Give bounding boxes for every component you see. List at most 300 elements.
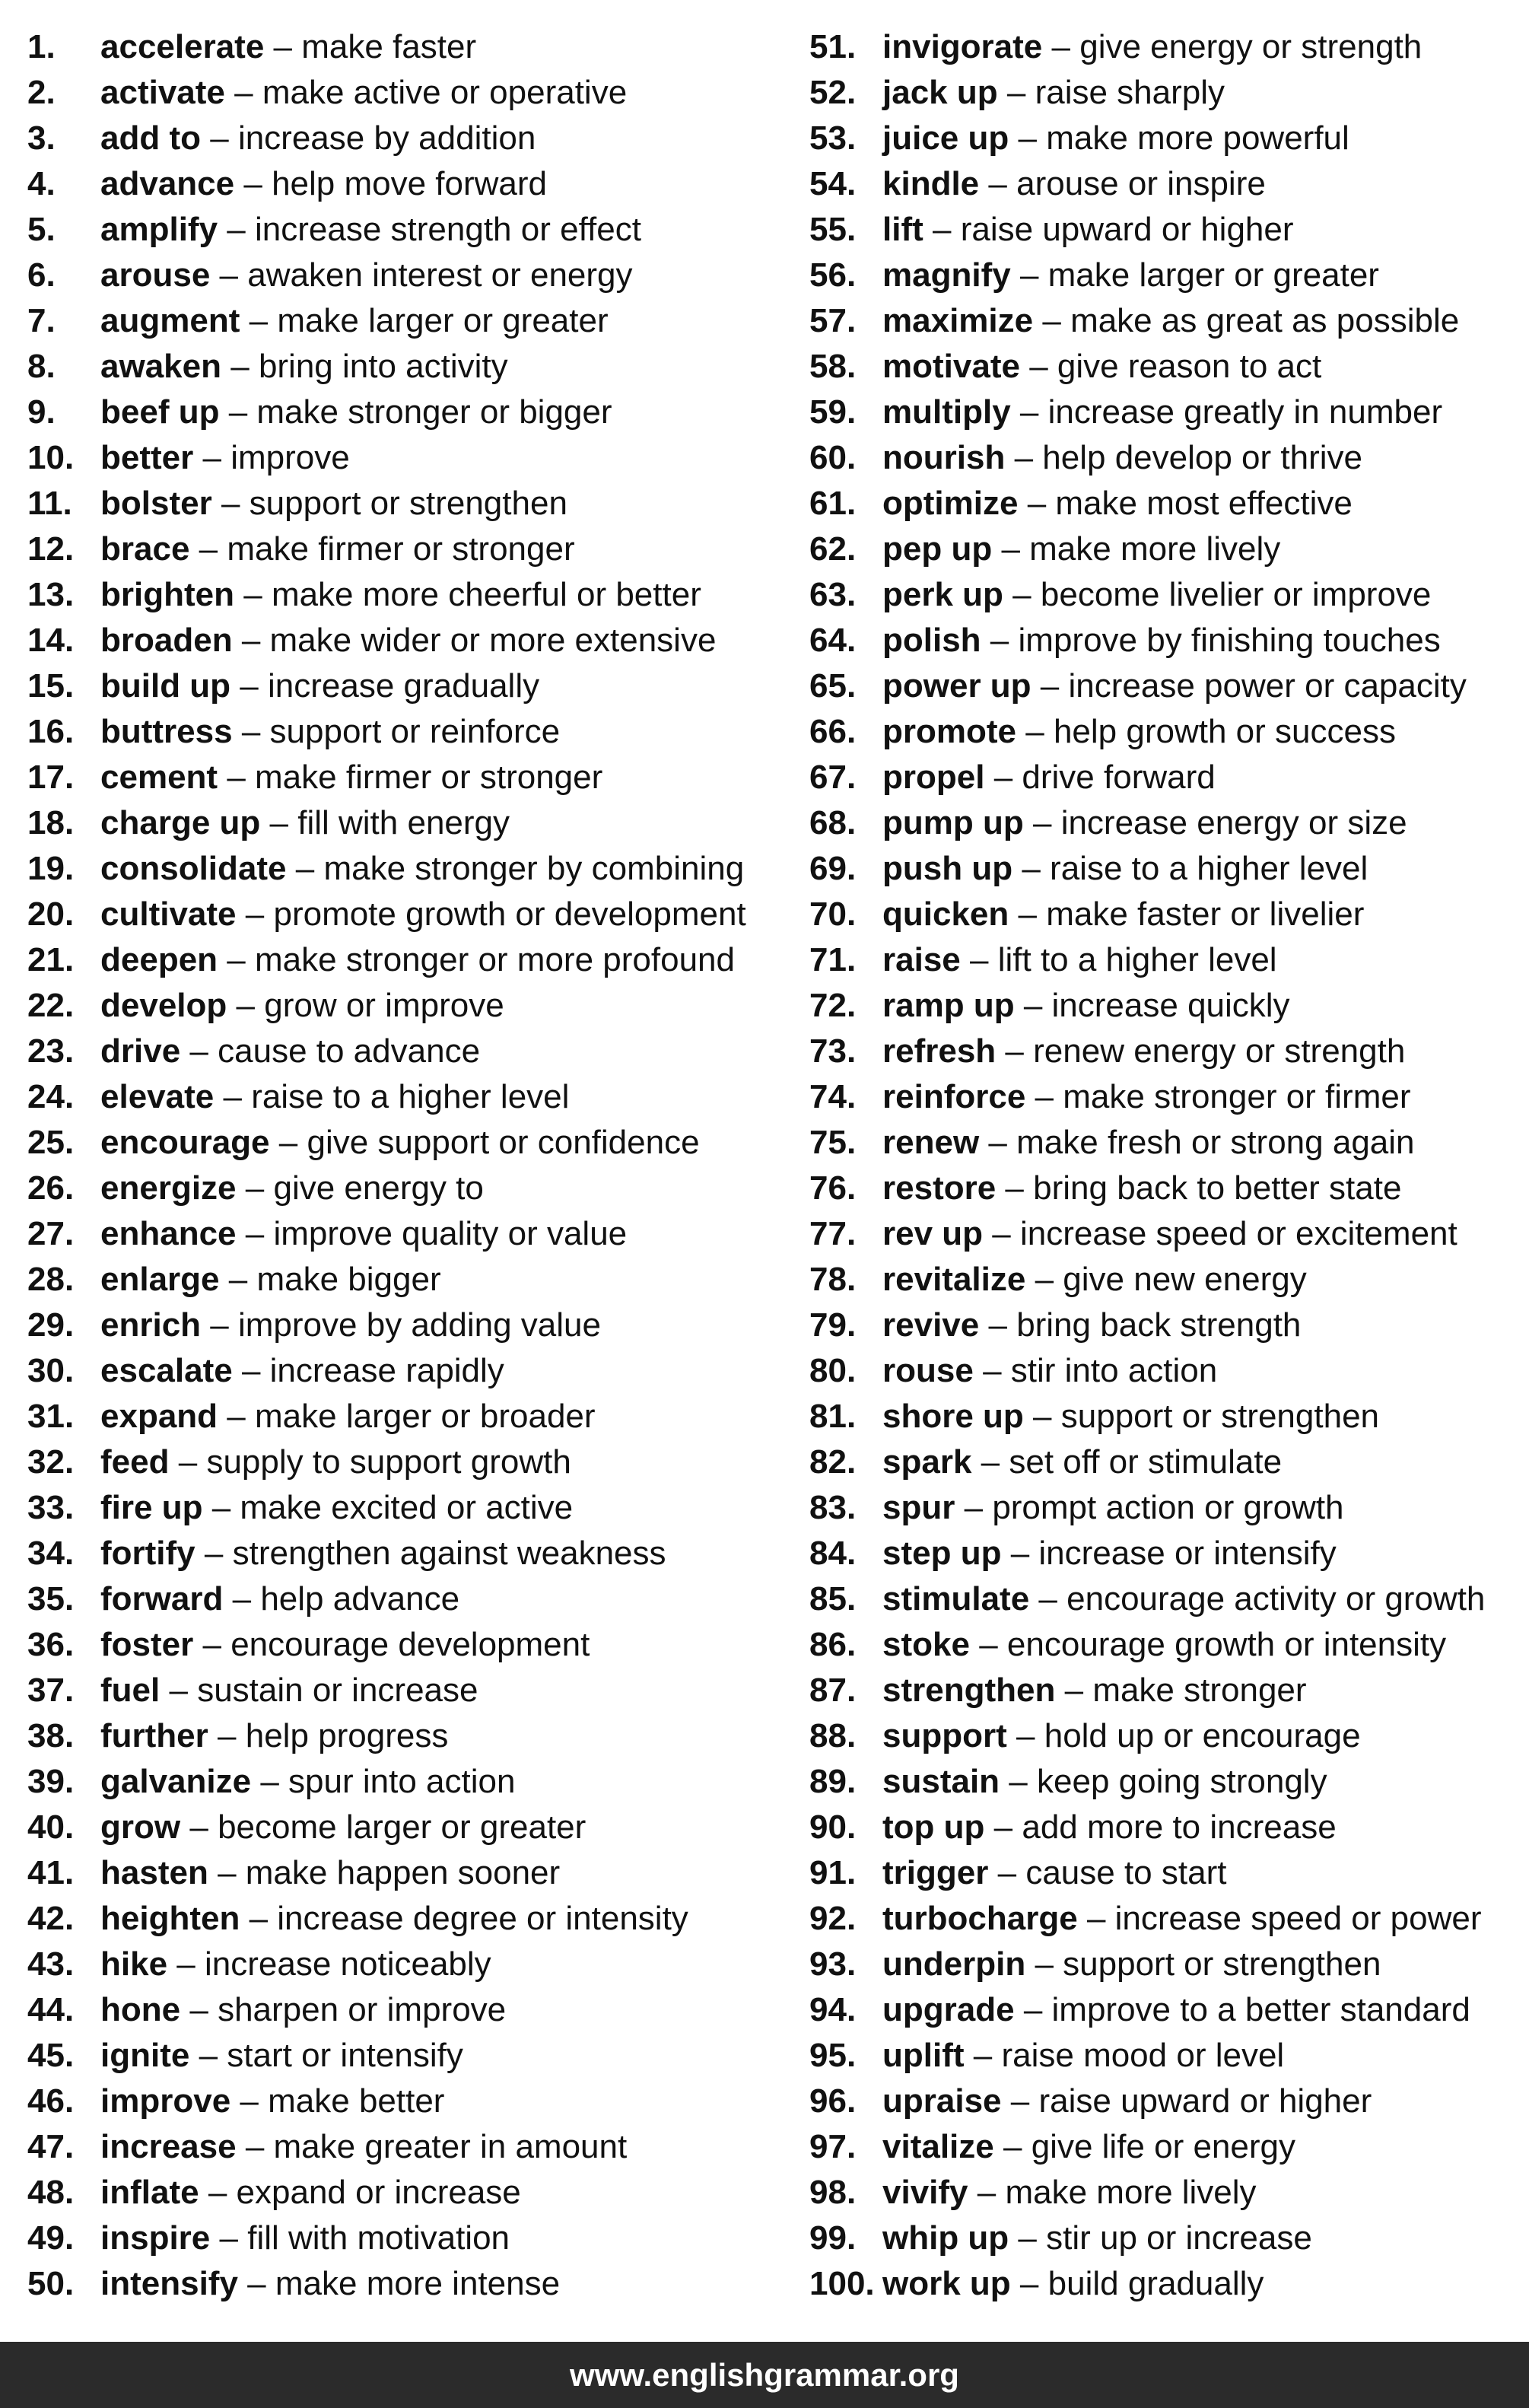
word-entry: [27, 24, 773, 70]
entry-definition: give energy to: [273, 1169, 484, 1207]
entry-definition: make active or operative: [262, 74, 628, 111]
entry-definition: renew energy or strength: [1033, 1032, 1406, 1070]
word-entry: [809, 298, 1524, 344]
entry-separator: –: [241, 713, 261, 750]
entry-number: 31.: [27, 1398, 75, 1435]
entry-number: 78.: [809, 1261, 857, 1298]
entry-word: develop: [100, 987, 227, 1024]
entry-number: 48.: [27, 2174, 75, 2211]
entry-separator: –: [241, 1352, 261, 1389]
entry-number: 51.: [809, 28, 857, 65]
word-entry: [27, 572, 773, 618]
entry-number: 9.: [27, 393, 56, 431]
entry-number: 84.: [809, 1535, 857, 1572]
entry-separator: –: [1064, 1672, 1084, 1709]
entry-word: augment: [100, 302, 240, 339]
word-entry: [809, 800, 1524, 846]
entry-definition: bring back strength: [1016, 1306, 1302, 1344]
entry-definition: bring into activity: [258, 348, 508, 385]
entry-definition: stir into action: [1010, 1352, 1218, 1389]
entry-word: ignite: [100, 2037, 190, 2074]
entry-word: support: [882, 1717, 1007, 1754]
entry-number: 44.: [27, 1991, 75, 2028]
entry-number: 20.: [27, 895, 75, 933]
word-entry: [27, 2170, 773, 2216]
entry-separator: –: [210, 119, 229, 157]
word-entry: [809, 663, 1524, 709]
entry-definition: help growth or success: [1053, 713, 1396, 750]
entry-separator: –: [1086, 1900, 1106, 1937]
entry-number: 2.: [27, 74, 56, 111]
entry-separator: –: [210, 1306, 229, 1344]
entry-separator: –: [1010, 1535, 1030, 1572]
entry-number: 72.: [809, 987, 857, 1024]
entry-definition: become livelier or improve: [1040, 576, 1432, 613]
entry-word: cultivate: [100, 895, 237, 933]
word-entry: [809, 1668, 1524, 1713]
entry-separator: –: [1035, 1078, 1054, 1115]
entry-word: work up: [882, 2265, 1011, 2302]
entry-separator: –: [245, 1215, 265, 1252]
entry-separator: –: [249, 302, 269, 339]
word-entry: [809, 937, 1524, 983]
entry-number: 85.: [809, 1580, 857, 1618]
entry-separator: –: [1005, 1169, 1024, 1207]
entry-separator: –: [247, 2265, 266, 2302]
entry-definition: make bigger: [256, 1261, 441, 1298]
entry-number: 79.: [809, 1306, 857, 1344]
entry-word: power up: [882, 667, 1032, 705]
footer-bar: [0, 2342, 1529, 2408]
word-entry: [27, 2216, 773, 2261]
entry-definition: increase noticeably: [205, 1945, 491, 1983]
entry-definition: encourage growth or intensity: [1006, 1626, 1447, 1663]
entry-definition: give new energy: [1063, 1261, 1307, 1298]
word-entry: [809, 846, 1524, 892]
entry-definition: supply to support growth: [206, 1443, 571, 1481]
entry-number: 65.: [809, 667, 857, 705]
entry-word: spur: [882, 1489, 955, 1526]
entry-separator: –: [240, 667, 259, 705]
entry-word: grow: [100, 1808, 181, 1846]
entry-number: 70.: [809, 895, 857, 933]
entry-definition: help advance: [260, 1580, 460, 1618]
entry-definition: make larger or broader: [255, 1398, 596, 1435]
entry-separator: –: [997, 1854, 1017, 1891]
entry-number: 45.: [27, 2037, 75, 2074]
entry-definition: raise sharply: [1035, 74, 1225, 111]
entry-definition: help move forward: [272, 165, 548, 202]
entry-definition: drive forward: [1022, 759, 1216, 796]
entry-definition: make most effective: [1055, 485, 1353, 522]
entry-word: spark: [882, 1443, 972, 1481]
entry-definition: sustain or increase: [197, 1672, 478, 1709]
entry-separator: –: [1018, 895, 1037, 933]
entry-number: 25.: [27, 1124, 75, 1161]
entry-separator: –: [1029, 348, 1048, 385]
entry-definition: prompt action or growth: [992, 1489, 1344, 1526]
word-entry: [809, 1576, 1524, 1622]
word-entry: [809, 709, 1524, 755]
word-entry: [27, 1987, 773, 2033]
entry-definition: raise to a higher level: [251, 1078, 570, 1115]
entry-number: 30.: [27, 1352, 75, 1389]
word-entry: [27, 1303, 773, 1348]
word-entry: [809, 1348, 1524, 1394]
entry-number: 6.: [27, 256, 56, 294]
entry-definition: support or strengthen: [249, 485, 567, 522]
entry-separator: –: [245, 1169, 265, 1207]
word-entry: [809, 1759, 1524, 1805]
entry-separator: –: [295, 850, 315, 887]
entry-separator: –: [1019, 393, 1039, 431]
entry-number: 71.: [809, 941, 857, 978]
word-entry: [809, 1531, 1524, 1576]
word-entry: [27, 1394, 773, 1439]
word-entry: [27, 344, 773, 390]
entry-separator: –: [245, 2128, 265, 2165]
entry-separator: –: [269, 804, 288, 841]
entry-number: 80.: [809, 1352, 857, 1389]
entry-separator: –: [1018, 2219, 1037, 2257]
entry-number: 59.: [809, 393, 857, 431]
word-entry: [27, 70, 773, 116]
entry-separator: –: [1005, 1032, 1024, 1070]
entry-definition: increase by addition: [237, 119, 536, 157]
entry-number: 52.: [809, 74, 857, 111]
entry-word: revitalize: [882, 1261, 1026, 1298]
word-entry: [809, 1713, 1524, 1759]
entry-definition: increase greatly in number: [1047, 393, 1443, 431]
entry-number: 49.: [27, 2219, 75, 2257]
word-entry: [809, 24, 1524, 70]
entry-definition: support or reinforce: [269, 713, 561, 750]
entry-definition: help develop or thrive: [1042, 439, 1362, 476]
entry-definition: bring back to better state: [1033, 1169, 1402, 1207]
entry-definition: support or strengthen: [1063, 1945, 1381, 1983]
entry-separator: –: [176, 1945, 195, 1983]
entry-word: refresh: [882, 1032, 997, 1070]
entry-word: upgrade: [882, 1991, 1015, 2028]
word-entry: [27, 1029, 773, 1074]
entry-definition: help progress: [245, 1717, 449, 1754]
entry-separator: –: [979, 1626, 998, 1663]
entry-number: 94.: [809, 1991, 857, 2028]
entry-definition: give life or energy: [1031, 2128, 1295, 2165]
entry-definition: improve quality or value: [273, 1215, 628, 1252]
entry-separator: –: [221, 485, 240, 522]
word-entry: [809, 70, 1524, 116]
entry-number: 26.: [27, 1169, 75, 1207]
entry-number: 18.: [27, 804, 75, 841]
entry-word: promote: [882, 713, 1016, 750]
footer-url[interactable]: www.englishgrammar.org: [570, 2357, 959, 2393]
entry-definition: make stronger or more profound: [255, 941, 735, 978]
word-entry: [27, 1439, 773, 1485]
entry-word: fire up: [100, 1489, 203, 1526]
entry-separator: –: [189, 1808, 208, 1846]
entry-word: intensify: [100, 2265, 238, 2302]
entry-number: 27.: [27, 1215, 75, 1252]
entry-definition: build gradually: [1047, 2265, 1264, 2302]
entry-word: ramp up: [882, 987, 1015, 1024]
word-entry: [27, 1485, 773, 1531]
entry-word: reinforce: [882, 1078, 1026, 1115]
entry-number: 74.: [809, 1078, 857, 1115]
entry-word: activate: [100, 74, 225, 111]
entry-separator: –: [219, 2219, 238, 2257]
word-entry: [27, 1668, 773, 1713]
entry-word: hasten: [100, 1854, 208, 1891]
entry-separator: –: [1006, 74, 1026, 111]
entry-definition: make stronger or bigger: [256, 393, 612, 431]
entry-separator: –: [981, 1443, 1000, 1481]
entry-word: turbocharge: [882, 1900, 1078, 1937]
entry-definition: make better: [268, 2082, 445, 2120]
entry-number: 57.: [809, 302, 857, 339]
entry-separator: –: [245, 895, 265, 933]
entry-separator: –: [1018, 119, 1037, 157]
word-entry: [27, 1211, 773, 1257]
entry-word: further: [100, 1717, 208, 1754]
entry-separator: –: [232, 1580, 252, 1618]
entry-definition: grow or improve: [264, 987, 504, 1024]
entry-word: foster: [100, 1626, 194, 1663]
entry-word: consolidate: [100, 850, 287, 887]
word-entry: [809, 1257, 1524, 1303]
entry-separator: –: [1003, 2128, 1022, 2165]
entry-definition: raise mood or level: [1001, 2037, 1285, 2074]
word-entry: [27, 435, 773, 481]
entry-word: perk up: [882, 576, 1003, 613]
entry-separator: –: [227, 1398, 246, 1435]
word-entry: [809, 2170, 1524, 2216]
word-entry: [809, 1074, 1524, 1120]
word-entry: [27, 1713, 773, 1759]
entry-separator: –: [178, 1443, 198, 1481]
entry-definition: expand or increase: [236, 2174, 521, 2211]
entry-separator: –: [1019, 256, 1039, 294]
word-entry: [27, 1759, 773, 1805]
word-entry: [809, 1211, 1524, 1257]
entry-number: 86.: [809, 1626, 857, 1663]
word-entry: [27, 800, 773, 846]
entry-word: quicken: [882, 895, 1009, 933]
entry-word: charge up: [100, 804, 261, 841]
left-column: [27, 24, 773, 2307]
entry-separator: –: [1009, 1763, 1028, 1800]
entry-separator: –: [204, 1535, 224, 1572]
entry-definition: make stronger by combining: [323, 850, 745, 887]
word-entry: [809, 572, 1524, 618]
word-entry: [809, 1896, 1524, 1942]
entry-separator: –: [228, 393, 248, 431]
entry-definition: improve by finishing touches: [1018, 622, 1441, 659]
entry-definition: increase speed or power: [1114, 1900, 1482, 1937]
entry-number: 62.: [809, 530, 857, 568]
entry-number: 60.: [809, 439, 857, 476]
entry-word: vivify: [882, 2174, 968, 2211]
entry-definition: make stronger: [1092, 1672, 1307, 1709]
entry-number: 98.: [809, 2174, 857, 2211]
entry-separator: –: [189, 1032, 208, 1070]
word-entry: [27, 116, 773, 161]
entry-word: build up: [100, 667, 231, 705]
entry-definition: improve by adding value: [238, 1306, 601, 1344]
entry-word: lift: [882, 211, 923, 248]
entry-word: enrich: [100, 1306, 202, 1344]
entry-number: 64.: [809, 622, 857, 659]
entry-number: 73.: [809, 1032, 857, 1070]
entry-separator: –: [240, 2082, 259, 2120]
entry-definition: add more to increase: [1022, 1808, 1337, 1846]
entry-definition: cause to advance: [218, 1032, 481, 1070]
entry-separator: –: [1012, 576, 1032, 613]
entry-separator: –: [973, 2037, 993, 2074]
entry-word: pump up: [882, 804, 1024, 841]
entry-separator: –: [189, 1991, 208, 2028]
entry-number: 82.: [809, 1443, 857, 1481]
entry-definition: make more intense: [275, 2265, 561, 2302]
entry-number: 36.: [27, 1626, 75, 1663]
entry-word: nourish: [882, 439, 1006, 476]
entry-word: enhance: [100, 1215, 237, 1252]
entry-definition: arouse or inspire: [1016, 165, 1266, 202]
word-entry: [809, 1987, 1524, 2033]
entry-number: 88.: [809, 1717, 857, 1754]
entry-definition: increase degree or intensity: [277, 1900, 688, 1937]
entry-word: energize: [100, 1169, 237, 1207]
entry-separator: –: [260, 1763, 279, 1800]
entry-separator: –: [1033, 1398, 1052, 1435]
entry-separator: –: [273, 28, 293, 65]
word-entry: [809, 207, 1524, 253]
entry-number: 50.: [27, 2265, 75, 2302]
entry-word: bolster: [100, 485, 212, 522]
entry-number: 96.: [809, 2082, 857, 2120]
entry-separator: –: [988, 1124, 1007, 1161]
entry-separator: –: [988, 1306, 1007, 1344]
word-entry: [27, 207, 773, 253]
entry-definition: spur into action: [288, 1763, 516, 1800]
entry-separator: –: [1022, 850, 1041, 887]
word-entry: [809, 344, 1524, 390]
entry-definition: fill with energy: [297, 804, 510, 841]
word-entry: [27, 1120, 773, 1166]
word-entry: [809, 2033, 1524, 2079]
entry-separator: –: [227, 941, 246, 978]
entry-separator: –: [199, 530, 218, 568]
entry-number: 46.: [27, 2082, 75, 2120]
entry-word: maximize: [882, 302, 1034, 339]
entry-separator: –: [202, 439, 221, 476]
entry-word: hike: [100, 1945, 168, 1983]
entry-word: magnify: [882, 256, 1011, 294]
entry-definition: make larger or greater: [1047, 256, 1379, 294]
word-entry: [809, 390, 1524, 435]
word-entry: [27, 526, 773, 572]
entry-number: 53.: [809, 119, 857, 157]
entry-word: arouse: [100, 256, 211, 294]
entry-word: sustain: [882, 1763, 1000, 1800]
entry-word: step up: [882, 1535, 1002, 1572]
word-entry: [27, 2261, 773, 2307]
entry-separator: –: [202, 1626, 221, 1663]
entry-word: accelerate: [100, 28, 265, 65]
word-entry: [809, 2124, 1524, 2170]
entry-definition: stir up or increase: [1046, 2219, 1312, 2257]
entry-separator: –: [1051, 28, 1070, 65]
entry-definition: make firmer or stronger: [227, 530, 575, 568]
entry-definition: strengthen against weakness: [232, 1535, 666, 1572]
word-entry: [27, 1576, 773, 1622]
entry-number: 68.: [809, 804, 857, 841]
entry-number: 97.: [809, 2128, 857, 2165]
entry-word: juice up: [882, 119, 1009, 157]
entry-number: 16.: [27, 713, 75, 750]
entry-number: 95.: [809, 2037, 857, 2074]
entry-definition: support or strengthen: [1060, 1398, 1380, 1435]
entry-separator: –: [970, 941, 989, 978]
entry-definition: increase power or capacity: [1068, 667, 1467, 705]
word-entry: [27, 253, 773, 298]
word-entry: [809, 1303, 1524, 1348]
word-entry: [27, 2033, 773, 2079]
entry-number: 12.: [27, 530, 75, 568]
word-entry: [27, 390, 773, 435]
entry-number: 76.: [809, 1169, 857, 1207]
entry-separator: –: [1035, 1261, 1054, 1298]
entry-word: whip up: [882, 2219, 1009, 2257]
word-entry: [809, 983, 1524, 1029]
entry-number: 87.: [809, 1672, 857, 1709]
entry-number: 3.: [27, 119, 56, 157]
word-entry: [27, 1805, 773, 1850]
entry-word: inflate: [100, 2174, 199, 2211]
entry-separator: –: [1023, 987, 1043, 1024]
entry-definition: become larger or greater: [218, 1808, 586, 1846]
word-entry: [809, 253, 1524, 298]
entry-word: fuel: [100, 1672, 161, 1709]
entry-number: 8.: [27, 348, 56, 385]
entry-number: 23.: [27, 1032, 75, 1070]
entry-word: motivate: [882, 348, 1020, 385]
word-entry: [809, 755, 1524, 800]
entry-definition: improve to a better standard: [1051, 1991, 1470, 2028]
entry-word: expand: [100, 1398, 218, 1435]
entry-definition: cause to start: [1025, 1854, 1227, 1891]
entry-word: enlarge: [100, 1261, 220, 1298]
entry-number: 1.: [27, 28, 56, 65]
entry-word: drive: [100, 1032, 181, 1070]
entry-number: 75.: [809, 1124, 857, 1161]
entry-separator: –: [1016, 1717, 1035, 1754]
entry-word: invigorate: [882, 28, 1043, 65]
entry-definition: increase rapidly: [269, 1352, 504, 1389]
entry-word: raise: [882, 941, 961, 978]
entry-separator: –: [249, 1900, 269, 1937]
entry-word: push up: [882, 850, 1013, 887]
entry-separator: –: [1027, 485, 1047, 522]
entry-number: 92.: [809, 1900, 857, 1937]
entry-separator: –: [1019, 2265, 1039, 2302]
entry-number: 90.: [809, 1808, 857, 1846]
entry-separator: –: [243, 165, 262, 202]
word-entry: [809, 526, 1524, 572]
entry-definition: lift to a higher level: [997, 941, 1277, 978]
entry-word: buttress: [100, 713, 233, 750]
word-entry: [809, 1622, 1524, 1668]
